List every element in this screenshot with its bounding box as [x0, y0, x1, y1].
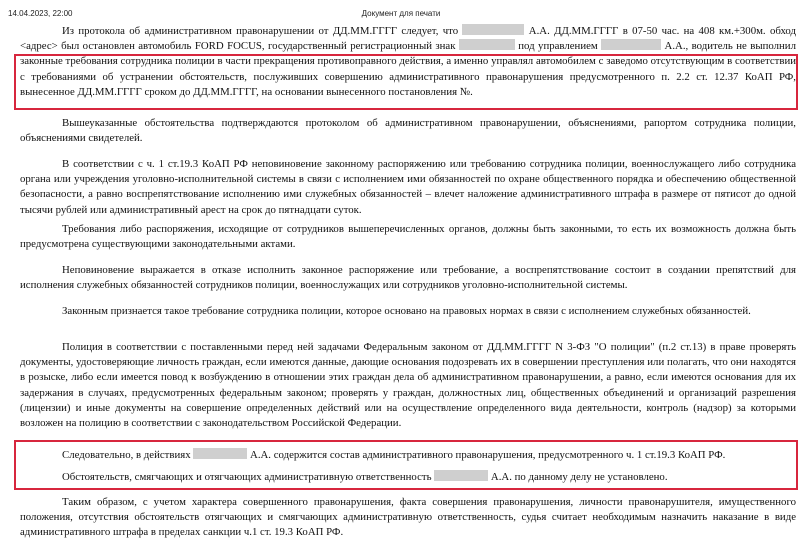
paragraph-evidence: Вышеуказанные обстоятельства подтверждаются протоколом об административном правонарушении, объяснениями, рапортом сотрудника полиции, объяснениями свидетелей. [20, 117, 796, 145]
paragraph-article: В соответствии с ч. 1 ст.19.3 КоАП РФ неповиновение законному распоряжению или требованию сотрудника полиции, военнослужащего либо сотрудника органа или учреждения уголовно-исполнительной системы в связи с исполнением ими обязанностей по охране общественного порядка и обеспечению общественной безопасности, а равно воспрепятствование исполнению ими служебных обязанностей – влечет наложение административного штрафа в размере от пятисот до одной тысячи рублей или административный арест на срок до пятнадцати суток. [20, 158, 796, 216]
redacted-name [434, 470, 488, 481]
highlight-box-violation [14, 54, 798, 110]
paragraph-police-law: Полиция в соответствии с поставленными перед ней задачами Федеральным законом от ДД.ММ.ГГГГ N 3-ФЗ "О полиции" (п.2 ст.13) в праве проверять документы, удостоверяющие личность граждан, если имеются данные, дающие основания подозревать их в совершении преступления или полагать, что они находятся в розыске, либо если имеется повод к возбуждению в отношении этих граждан дела об административном правонарушении, а равно, если имеются основания для их задержания в случаях, предусмотренных федеральным законом; проверять у граждан, должностных лиц, общественных объединений и организаций разрешения (лицензии) и иные документы на совершение определенных действий или на осуществление определенного вида деятельности, контроль (надзор) за которыми возложен на полицию в соответствии с законодательством Российской Федерации. [20, 341, 796, 430]
paragraph-penalty: Таким образом, с учетом характера совершенного правонарушения, факта совершения правонарушения, личности правонарушителя, имущественного положения, отсутствия обстоятельств отягчающих и смягчающих административную ответственность, судья считает необходимым назначить наказание в виде административного штрафа в пределах санкции ч.1 ст. 19.3 КоАП РФ. [20, 496, 796, 539]
paragraph-conclusion: Следовательно, в действиях А.А. содержится состав административного правонарушения, предусмотренного ч. 1 ст.19.3 КоАП РФ. [62, 449, 726, 461]
paragraph-requirements: Требования либо распоряжения, исходящие от сотрудников вышеперечисленных органов, должны быть законными, то есть их возможность должна быть предусмотрена существующими законодательными актами. [20, 223, 796, 251]
paragraph-lawful: Законным признается такое требование сотрудника полиции, которое основано на правовых нормах в связи с исполнением служебных обязанностей. [62, 305, 751, 317]
redacted-plate [459, 39, 515, 50]
redacted-name [193, 448, 247, 459]
redacted-name [462, 24, 524, 35]
paragraph-disobedience: Неповиновение выражается в отказе исполнить законное распоряжение или требование, а воспрепятствование состоит в создании препятствий для исполнения служебных обязанностей сотрудников полиции, военнослужащих или сотрудников уголовно-исполнительной системы. [20, 264, 796, 292]
print-timestamp: 14.04.2023, 22:00 [8, 9, 73, 18]
print-title: Документ для печати [361, 9, 441, 18]
paragraph-circumstances: Обстоятельств, смягчающих и отягчающих административную ответственность А.А. по данному делу не установлено. [62, 471, 668, 483]
paragraph-protocol: Из протокола об административном правонарушении от ДД.ММ.ГГГГ следует, что А.А. ДД.ММ.ГГГГ в 07-50 час. на 408 км.+300м. обход <адрес> был остановлен автомобиль FORD FOCUS, государственный регистрационный знак под управлением А.А., водитель не выполнил законные требования сотрудника полиции в части прекращения противоправного действия, а именно управлял автомобилем с заведомо отсутствующим в соответствии с требованиями об устранении обстоятельств, послуживших совершению административного правонарушения предусмотренного п. 2.2 ст. 12.37 КоАП РФ, вынесенное ДД.ММ.ГГГГ сроком до ДД.ММ.ГГГГ, на основании вынесенного постановления №. [20, 25, 797, 98]
redacted-name [601, 39, 661, 50]
